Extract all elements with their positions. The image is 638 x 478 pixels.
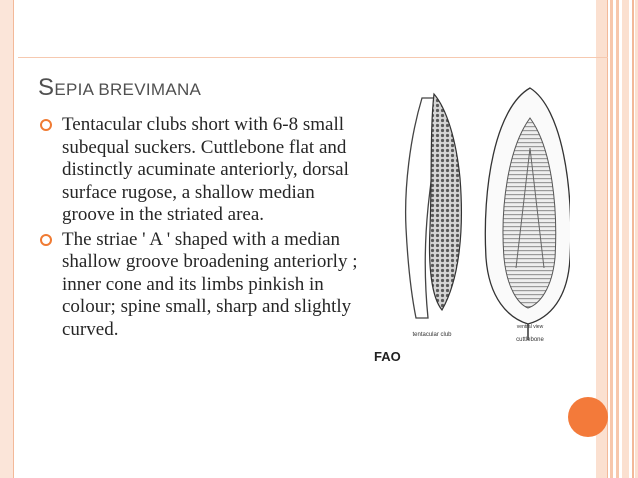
caption-ventral-view: ventral view [516, 324, 544, 330]
left-border [0, 0, 13, 478]
left-border-line [13, 0, 14, 478]
bullet-text: The striae ' A ' shaped with a median shallow groove broadening anteriorly ; inner cone and its limbs pinkish in colour; spine small, sharp and slightly curved. [62, 228, 358, 340]
bullet-item [42, 229, 362, 342]
slide-title [38, 66, 201, 103]
bullet-text: Tentacular clubs short with 6-8 small subequal suckers. Cuttlebone flat and distinctly acuminate anteriorly, dorsal surface rugose, a shallow median groove in the striated area. [62, 114, 349, 225]
title-divider [18, 57, 608, 58]
title-rest: EPIA BREVIMANA [54, 80, 202, 99]
tentacular-club-drawing [406, 94, 462, 318]
bullet-list [42, 114, 362, 341]
decorative-orange-circle [568, 397, 608, 437]
bullet-circle-icon [40, 234, 52, 246]
caption-cuttlebone: cuttlebone [516, 337, 544, 343]
bullet-item [42, 114, 362, 227]
caption-tentacular-club: tentacular club [412, 332, 452, 338]
cuttlebone-drawing [485, 88, 570, 340]
title-initial: S [38, 74, 55, 101]
bullet-circle-icon [40, 119, 52, 131]
cuttlefish-illustration [370, 78, 570, 378]
fao-source-label: FAO [374, 349, 401, 364]
